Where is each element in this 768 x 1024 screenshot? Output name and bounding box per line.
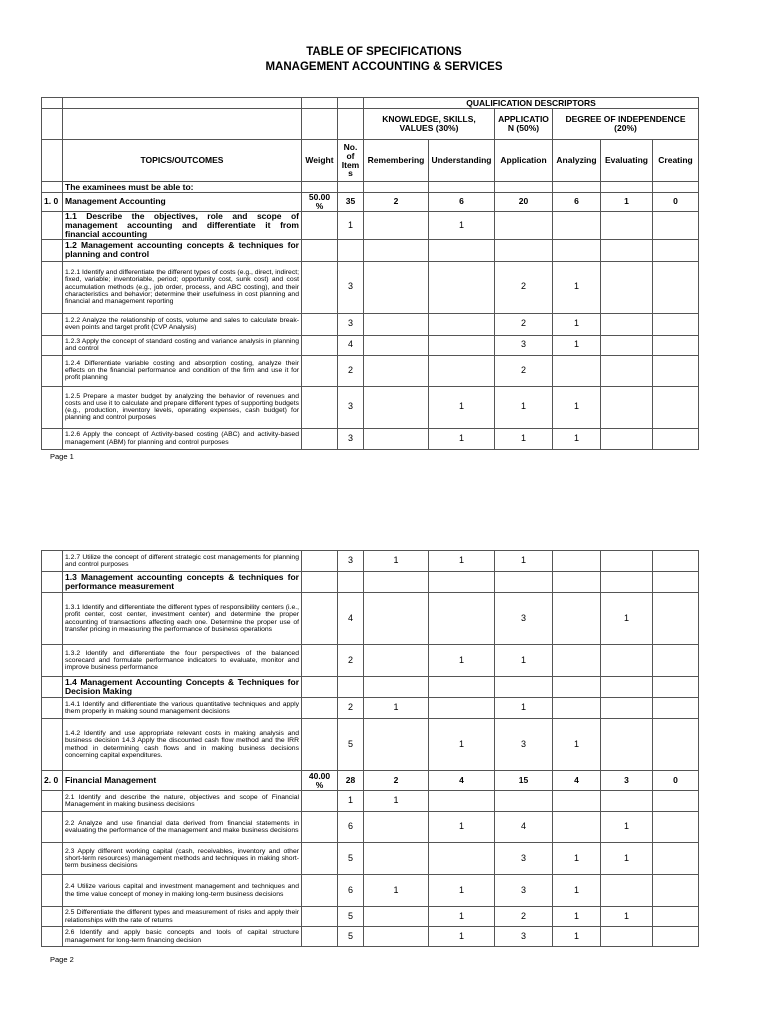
items-cell — [338, 677, 364, 698]
topic-number — [42, 907, 63, 927]
topic-number — [42, 791, 63, 812]
remembering-cell — [364, 907, 429, 927]
understanding-cell: 1 — [429, 719, 495, 771]
understanding-cell — [429, 572, 495, 593]
creating-cell — [653, 355, 699, 386]
analyzing-cell — [553, 211, 601, 239]
evaluating-cell — [601, 211, 653, 239]
table-row — [42, 645, 699, 677]
understanding-cell — [429, 843, 495, 875]
table-row — [42, 261, 699, 313]
evaluating-cell: 1 — [601, 843, 653, 875]
creating-cell — [653, 927, 699, 947]
analyzing-cell — [553, 182, 601, 193]
understanding-cell: 1 — [429, 875, 495, 907]
specifications-table-page1 — [41, 97, 699, 450]
header-qualification: QUALIFICATION DESCRIPTORS — [364, 98, 699, 109]
evaluating-cell — [601, 719, 653, 771]
topic-text: 1.4.2 Identify and use appropriate relevant costs in making analysis and business decision 14.3 Apply the discounted cash flow method and the IRR method in determining cash flows and in making business decisions concerning capital expenditures. — [63, 719, 302, 771]
analyzing-cell — [553, 698, 601, 719]
understanding-cell — [429, 698, 495, 719]
weight-cell — [302, 261, 338, 313]
topic-number — [42, 593, 63, 645]
topic-number — [42, 927, 63, 947]
topic-text: 1.2.7 Utilize the concept of different strategic cost managements for planning and control purposes — [63, 551, 302, 572]
understanding-cell: 1 — [429, 551, 495, 572]
weight-cell — [302, 355, 338, 386]
analyzing-cell: 1 — [553, 335, 601, 355]
understanding-cell — [429, 261, 495, 313]
page-number: Page 2 — [50, 955, 74, 964]
creating-cell: 0 — [653, 771, 699, 791]
evaluating-cell — [601, 927, 653, 947]
application-cell: 1 — [495, 551, 553, 572]
understanding-cell — [429, 182, 495, 193]
analyzing-cell: 1 — [553, 843, 601, 875]
creating-cell — [653, 719, 699, 771]
application-cell: 1 — [495, 386, 553, 428]
creating-cell — [653, 875, 699, 907]
items-cell: 3 — [338, 386, 364, 428]
remembering-cell: 1 — [364, 875, 429, 907]
application-cell: 1 — [495, 698, 553, 719]
table-row — [42, 875, 699, 907]
topic-number — [42, 313, 63, 335]
understanding-cell: 1 — [429, 812, 495, 843]
evaluating-cell — [601, 182, 653, 193]
evaluating-cell — [601, 313, 653, 335]
header-topics: TOPICS/OUTCOMES — [63, 140, 302, 182]
topic-number — [42, 211, 63, 239]
understanding-cell — [429, 313, 495, 335]
topic-number — [42, 428, 63, 449]
topic-number — [42, 335, 63, 355]
understanding-cell: 6 — [429, 193, 495, 212]
topic-number — [42, 572, 63, 593]
evaluating-cell — [601, 551, 653, 572]
remembering-cell — [364, 843, 429, 875]
topic-text: 1.2.5 Prepare a master budget by analyzing the behavior of revenues and costs and use it to calculate and prepare different types of supporting budgets (e.g., production, inventory levels, operating expenses, cash budget) for planning and control purposes — [63, 386, 302, 428]
evaluating-cell: 1 — [601, 593, 653, 645]
table-row — [42, 335, 699, 355]
evaluating-cell — [601, 875, 653, 907]
analyzing-cell: 6 — [553, 193, 601, 212]
table-row — [42, 719, 699, 771]
items-cell: 3 — [338, 551, 364, 572]
analyzing-cell — [553, 355, 601, 386]
items-cell — [338, 239, 364, 261]
table-row — [42, 211, 699, 239]
topic-number — [42, 645, 63, 677]
evaluating-cell — [601, 698, 653, 719]
evaluating-cell — [601, 355, 653, 386]
remembering-cell — [364, 355, 429, 386]
items-cell: 3 — [338, 428, 364, 449]
items-cell: 6 — [338, 875, 364, 907]
analyzing-cell — [553, 239, 601, 261]
evaluating-cell — [601, 572, 653, 593]
remembering-cell — [364, 239, 429, 261]
remembering-cell: 1 — [364, 551, 429, 572]
creating-cell — [653, 313, 699, 335]
topic-text: 1.1 Describe the objectives, role and scope of management accounting and differentiate it from financial accounting — [63, 211, 302, 239]
analyzing-cell: 1 — [553, 313, 601, 335]
remembering-cell — [364, 335, 429, 355]
application-cell: 3 — [495, 335, 553, 355]
items-cell: 5 — [338, 719, 364, 771]
table-row — [42, 771, 699, 791]
weight-cell — [302, 907, 338, 927]
header-application-group: APPLICATIO N (50%) — [495, 109, 553, 140]
header-understanding: Understanding — [429, 140, 495, 182]
remembering-cell: 1 — [364, 791, 429, 812]
analyzing-cell: 1 — [553, 719, 601, 771]
application-cell: 2 — [495, 355, 553, 386]
analyzing-cell: 1 — [553, 261, 601, 313]
table-row — [42, 698, 699, 719]
analyzing-cell: 1 — [553, 875, 601, 907]
weight-cell — [302, 843, 338, 875]
topic-text: 1.2.6 Apply the concept of Activity-based costing (ABC) and activity-based management (ABM) for planning and control purposes — [63, 428, 302, 449]
remembering-cell: 2 — [364, 193, 429, 212]
document-title: TABLE OF SPECIFICATIONS — [306, 46, 462, 58]
creating-cell — [653, 386, 699, 428]
evaluating-cell: 3 — [601, 771, 653, 791]
weight-cell — [302, 812, 338, 843]
analyzing-cell — [553, 572, 601, 593]
application-cell: 20 — [495, 193, 553, 212]
items-cell: 4 — [338, 335, 364, 355]
topic-text: 2.2 Analyze and use financial data derived from financial statements in evaluating the performance of the management and make business decisions — [63, 812, 302, 843]
understanding-cell: 1 — [429, 428, 495, 449]
understanding-cell — [429, 677, 495, 698]
creating-cell — [653, 677, 699, 698]
topic-text: 1.4 Management Accounting Concepts & Techniques for Decision Making — [63, 677, 302, 698]
topic-text: 2.4 Utilize various capital and investment management and techniques and the time value concept of money in making long-term business decisions — [63, 875, 302, 907]
topic-text: The examinees must be able to: — [63, 182, 302, 193]
topic-number — [42, 386, 63, 428]
header-creating: Creating — [653, 140, 699, 182]
application-cell: 3 — [495, 875, 553, 907]
understanding-cell — [429, 335, 495, 355]
application-cell — [495, 677, 553, 698]
table-row — [42, 843, 699, 875]
topic-text: 2.1 Identify and describe the nature, objectives and scope of Financial Management in making business decisions — [63, 791, 302, 812]
topic-text: Financial Management — [63, 771, 302, 791]
header-ksv: KNOWLEDGE, SKILLS, VALUES (30%) — [364, 109, 495, 140]
topic-number — [42, 812, 63, 843]
table-row — [42, 907, 699, 927]
items-cell: 1 — [338, 211, 364, 239]
weight-cell — [302, 645, 338, 677]
remembering-cell — [364, 812, 429, 843]
page-number: Page 1 — [50, 452, 74, 461]
items-cell: 5 — [338, 907, 364, 927]
evaluating-cell — [601, 335, 653, 355]
items-cell — [338, 182, 364, 193]
analyzing-cell — [553, 645, 601, 677]
evaluating-cell — [601, 645, 653, 677]
topic-text: 1.3 Management accounting concepts & techniques for performance measurement — [63, 572, 302, 593]
application-cell: 3 — [495, 843, 553, 875]
items-cell: 4 — [338, 593, 364, 645]
weight-cell — [302, 875, 338, 907]
weight-cell — [302, 182, 338, 193]
creating-cell — [653, 593, 699, 645]
specifications-table-page2 — [41, 550, 699, 947]
remembering-cell — [364, 593, 429, 645]
weight-cell — [302, 239, 338, 261]
weight-cell — [302, 551, 338, 572]
document-subtitle: MANAGEMENT ACCOUNTING & SERVICES — [265, 61, 503, 73]
remembering-cell — [364, 927, 429, 947]
topic-text: 1.2.1 Identify and differentiate the different types of costs (e.g., direct, indirect; fixed, variable; inventoriable, period; opportunity cost, sunk cost) and cost accumulation methods (e.g., job order, process, and ABC costing), and their characteristics and behavior; determine their usefulness in cost planning and financial and management reporting — [63, 261, 302, 313]
topic-text: 2.3 Apply different working capital (cash, receivables, inventory and other short-term resources) management methods and techniques in making short-term business decisions — [63, 843, 302, 875]
application-cell: 2 — [495, 313, 553, 335]
table-row — [42, 791, 699, 812]
evaluating-cell — [601, 428, 653, 449]
analyzing-cell: 1 — [553, 907, 601, 927]
weight-cell — [302, 791, 338, 812]
items-cell: 2 — [338, 698, 364, 719]
topic-number — [42, 719, 63, 771]
understanding-cell — [429, 791, 495, 812]
understanding-cell: 1 — [429, 211, 495, 239]
table-row — [42, 677, 699, 698]
topic-number — [42, 182, 63, 193]
items-cell: 5 — [338, 927, 364, 947]
weight-cell: 50.00 % — [302, 193, 338, 212]
topic-text: 2.6 Identify and apply basic concepts and tools of capital structure management for long-term financing decision — [63, 927, 302, 947]
understanding-cell — [429, 355, 495, 386]
topic-text: 1.2.3 Apply the concept of standard costing and variance analysis in planning and control — [63, 335, 302, 355]
creating-cell — [653, 261, 699, 313]
understanding-cell: 1 — [429, 927, 495, 947]
remembering-cell — [364, 211, 429, 239]
creating-cell — [653, 211, 699, 239]
weight-cell — [302, 927, 338, 947]
items-cell: 28 — [338, 771, 364, 791]
analyzing-cell — [553, 593, 601, 645]
creating-cell — [653, 182, 699, 193]
topic-number: 1. 0 — [42, 193, 63, 212]
items-cell: 2 — [338, 645, 364, 677]
topic-number — [42, 551, 63, 572]
table-row — [42, 428, 699, 449]
application-cell: 3 — [495, 593, 553, 645]
analyzing-cell: 1 — [553, 428, 601, 449]
topic-text: 1.4.1 Identify and differentiate the various quantitative techniques and apply them properly in making sound management decisions — [63, 698, 302, 719]
topic-text: 1.2.2 Analyze the relationship of costs, volume and sales to calculate break-even points and target profit (CVP Analysis) — [63, 313, 302, 335]
topic-text: Management Accounting — [63, 193, 302, 212]
creating-cell — [653, 907, 699, 927]
remembering-cell — [364, 261, 429, 313]
creating-cell — [653, 335, 699, 355]
analyzing-cell: 1 — [553, 927, 601, 947]
evaluating-cell: 1 — [601, 812, 653, 843]
items-cell: 1 — [338, 791, 364, 812]
weight-cell — [302, 428, 338, 449]
topic-number — [42, 239, 63, 261]
items-cell: 5 — [338, 843, 364, 875]
application-cell: 2 — [495, 907, 553, 927]
weight-cell — [302, 572, 338, 593]
topic-number — [42, 698, 63, 719]
topic-text: 1.3.1 Identify and differentiate the different types of responsibility centers (i.e., profit center, cost center, investment center) and determine the proper accounting of transactions affecting each one. Determine the proper use of transfer pricing in measuring the performance of business operations — [63, 593, 302, 645]
understanding-cell: 1 — [429, 386, 495, 428]
understanding-cell: 1 — [429, 907, 495, 927]
items-cell: 2 — [338, 355, 364, 386]
remembering-cell — [364, 313, 429, 335]
remembering-cell — [364, 645, 429, 677]
evaluating-cell — [601, 677, 653, 698]
analyzing-cell — [553, 551, 601, 572]
creating-cell — [653, 572, 699, 593]
evaluating-cell — [601, 239, 653, 261]
evaluating-cell — [601, 791, 653, 812]
application-cell: 3 — [495, 719, 553, 771]
table-row — [42, 313, 699, 335]
analyzing-cell: 1 — [553, 386, 601, 428]
header-evaluating: Evaluating — [601, 140, 653, 182]
analyzing-cell — [553, 812, 601, 843]
evaluating-cell: 1 — [601, 193, 653, 212]
creating-cell — [653, 791, 699, 812]
creating-cell — [653, 698, 699, 719]
items-cell — [338, 572, 364, 593]
application-cell: 3 — [495, 927, 553, 947]
creating-cell: 0 — [653, 193, 699, 212]
topic-number — [42, 355, 63, 386]
header-remembering: Remembering — [364, 140, 429, 182]
analyzing-cell — [553, 791, 601, 812]
topic-text: 2.5 Differentiate the different types and measurement of risks and apply their relationships with the rate of returns — [63, 907, 302, 927]
remembering-cell — [364, 182, 429, 193]
creating-cell — [653, 812, 699, 843]
understanding-cell: 1 — [429, 645, 495, 677]
understanding-cell — [429, 239, 495, 261]
topic-number — [42, 875, 63, 907]
topic-number: 2. 0 — [42, 771, 63, 791]
header-weight: Weight — [302, 140, 338, 182]
topic-text: 1.3.2 Identify and differentiate the four perspectives of the balanced scorecard and formulate performance indicators to evaluate, monitor and improve business performance — [63, 645, 302, 677]
weight-cell — [302, 211, 338, 239]
understanding-cell: 4 — [429, 771, 495, 791]
items-cell: 6 — [338, 812, 364, 843]
table-row — [42, 593, 699, 645]
remembering-cell — [364, 386, 429, 428]
understanding-cell — [429, 593, 495, 645]
items-cell: 3 — [338, 261, 364, 313]
application-cell: 1 — [495, 428, 553, 449]
topic-text: 1.2 Management accounting concepts & techniques for planning and control — [63, 239, 302, 261]
evaluating-cell — [601, 386, 653, 428]
items-cell: 3 — [338, 313, 364, 335]
application-cell: 15 — [495, 771, 553, 791]
header-analyzing: Analyzing — [553, 140, 601, 182]
weight-cell — [302, 313, 338, 335]
table-row — [42, 193, 699, 212]
analyzing-cell — [553, 677, 601, 698]
remembering-cell — [364, 428, 429, 449]
creating-cell — [653, 239, 699, 261]
application-cell: 1 — [495, 645, 553, 677]
weight-cell: 40.00 % — [302, 771, 338, 791]
header-application: Application — [495, 140, 553, 182]
header-items: No. of Item s — [338, 140, 364, 182]
table-row — [42, 386, 699, 428]
topic-number — [42, 261, 63, 313]
header-independence: DEGREE OF INDEPENDENCE (20%) — [553, 109, 699, 140]
application-cell — [495, 182, 553, 193]
remembering-cell — [364, 572, 429, 593]
table-row — [42, 182, 699, 193]
application-cell — [495, 211, 553, 239]
weight-cell — [302, 677, 338, 698]
topic-number — [42, 677, 63, 698]
application-cell: 4 — [495, 812, 553, 843]
weight-cell — [302, 698, 338, 719]
table-row — [42, 239, 699, 261]
remembering-cell — [364, 719, 429, 771]
table-row — [42, 927, 699, 947]
evaluating-cell: 1 — [601, 907, 653, 927]
application-cell: 2 — [495, 261, 553, 313]
topic-number — [42, 843, 63, 875]
remembering-cell — [364, 677, 429, 698]
table-row — [42, 812, 699, 843]
weight-cell — [302, 335, 338, 355]
creating-cell — [653, 428, 699, 449]
creating-cell — [653, 645, 699, 677]
application-cell — [495, 239, 553, 261]
application-cell — [495, 572, 553, 593]
topic-text: 1.2.4 Differentiate variable costing and absorption costing, analyze their effects on the financial performance and condition of the firm and use it for profit planning — [63, 355, 302, 386]
creating-cell — [653, 551, 699, 572]
table-row — [42, 551, 699, 572]
remembering-cell: 2 — [364, 771, 429, 791]
weight-cell — [302, 386, 338, 428]
analyzing-cell: 4 — [553, 771, 601, 791]
table-row — [42, 572, 699, 593]
evaluating-cell — [601, 261, 653, 313]
items-cell: 35 — [338, 193, 364, 212]
remembering-cell: 1 — [364, 698, 429, 719]
weight-cell — [302, 719, 338, 771]
weight-cell — [302, 593, 338, 645]
application-cell — [495, 791, 553, 812]
table-row — [42, 355, 699, 386]
creating-cell — [653, 843, 699, 875]
